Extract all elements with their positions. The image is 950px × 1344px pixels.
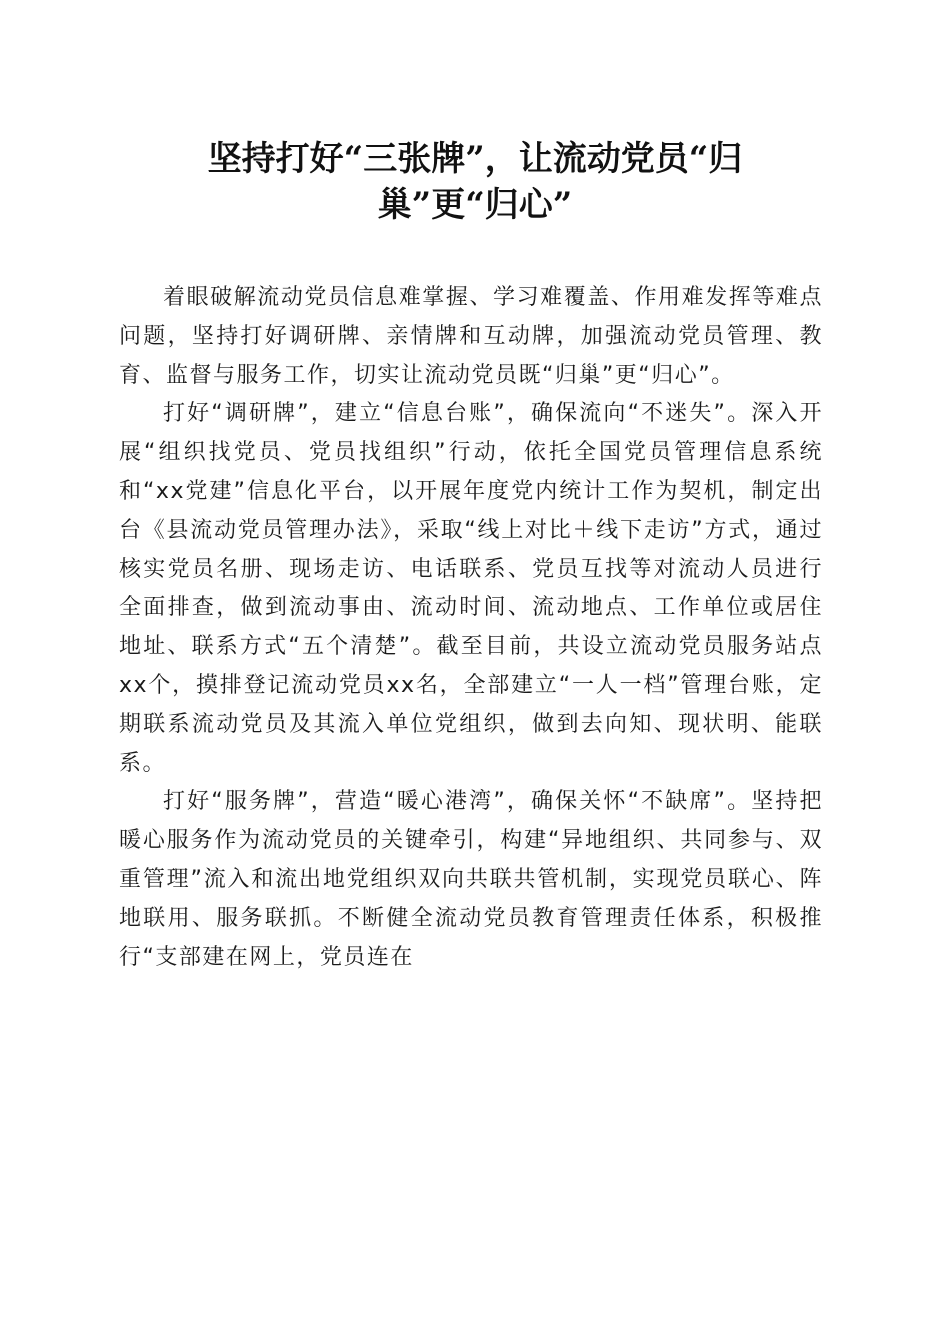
title-line-1: 坚持打好“三张牌”，让流动党员“归 <box>207 139 743 179</box>
paragraph-research: 打好“调研牌”，建立“信息台账”，确保流向“不迷失”。深入开展“组织找党员、党员找组织”行动，依托全国党员管理信息系统和“xx党建”信息化平台，以开展年度党内统计工作为契机，制定出台《县流动党员管理办法》，采取“线上对比＋线下走访”方式，通过核实党员名册、现场走访、电话联系、党员互找等对流动人员进行全面排查，做到流动事由、流动时间、流动地点、工作单位或居住地址、联系方式“五个清楚”。截至目前，共设立流动党员服务站点xx个，摸排登记流动党员xx名，全部建立“一人一档”管理台账，定期联系流动党员及其流入单位党组织，做到去向知、现状明、能联系。 <box>119 401 823 776</box>
paragraph-intro: 着眼破解流动党员信息难掌握、学习难覆盖、作用难发挥等难点问题，坚持打好调研牌、亲情牌和互动牌，加强流动党员管理、教育、监督与服务工作，切实让流动党员既“归巢”更“归心”。 <box>119 285 823 388</box>
document-body <box>119 279 823 977</box>
title-line-2: 巢”更“归心” <box>377 185 573 225</box>
paragraph-service: 打好“服务牌”，营造“暖心港湾”，确保关怀“不缺席”。坚持把暖心服务作为流动党员的关键牵引，构建“异地组织、共同参与、双重管理”流入和流出地党组织双向共联共管机制，实现党员联心、阵地联用、服务联抓。不断健全流动党员教育管理责任体系，积极推行“支部建在网上，党员连在 <box>119 789 823 970</box>
document-title <box>100 136 850 228</box>
